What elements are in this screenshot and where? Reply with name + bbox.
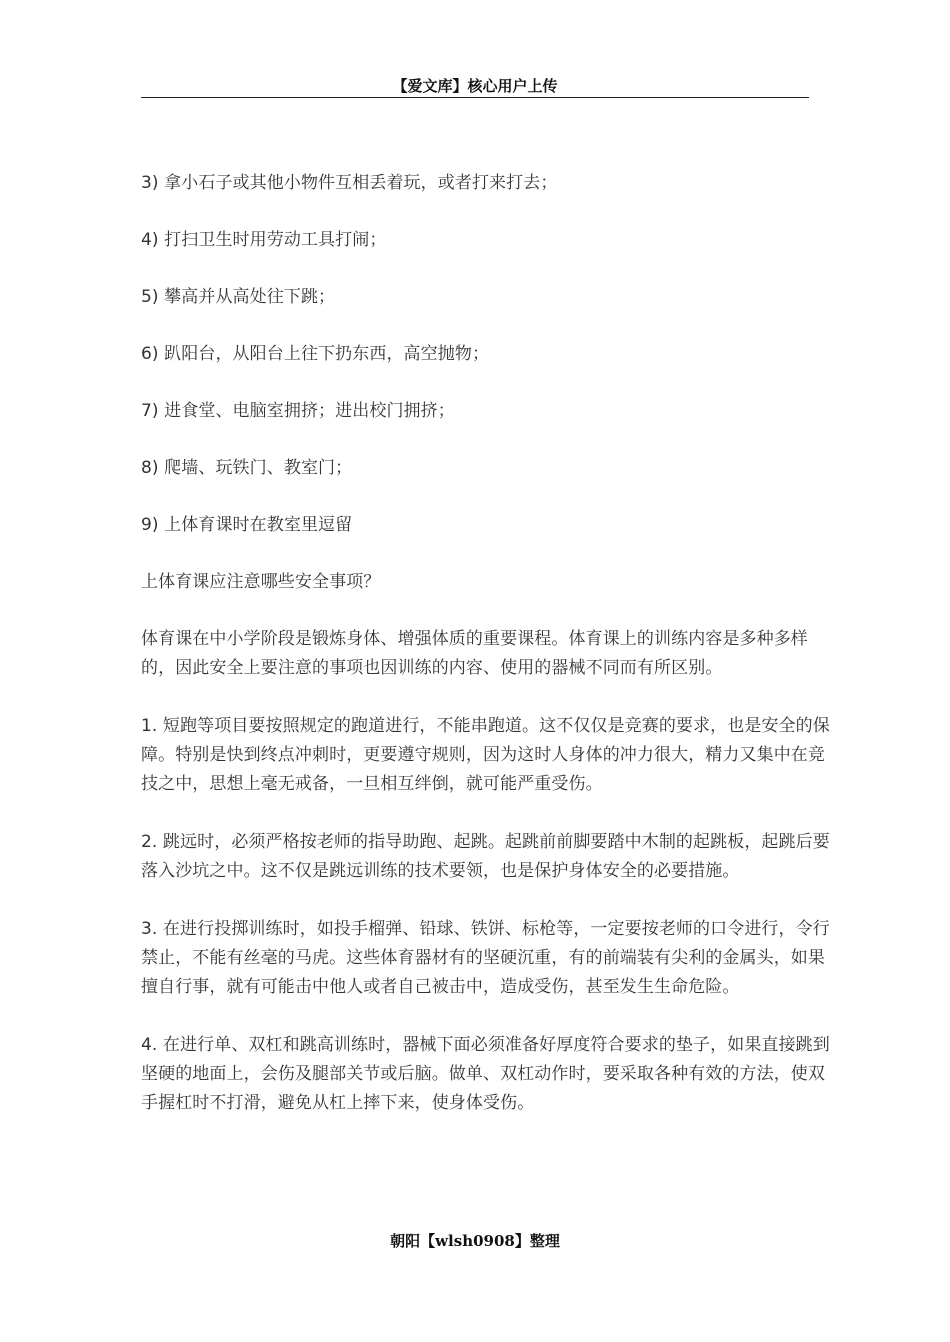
rule-4-paragraph: 4. 在进行单、双杠和跳高训练时，器械下面必须准备好厚度符合要求的垫子，如果直接跳到坚硬的地面上，会伤及腿部关节或后脑。做单、双杠动作时，要采取各种有效的方法，使双手握杠时不打滑，避免从杠上摔下来，使身体受伤。 bbox=[141, 1035, 830, 1113]
list-item-6: 6) 趴阳台，从阳台上往下扔东西，高空抛物； bbox=[141, 344, 490, 364]
list-item-8: 8) 爬墙、玩铁门、教室门； bbox=[141, 458, 353, 478]
list-item-3: 3) 拿小石子或其他小物件互相丢着玩，或者打来打去； bbox=[141, 173, 558, 193]
section-question: 上体育课应注意哪些安全事项？ bbox=[141, 572, 381, 592]
page-header: 【爱文库】核心用户上传 bbox=[141, 76, 809, 98]
list-item-7: 7) 进食堂、电脑室拥挤；进出校门拥挤； bbox=[141, 401, 455, 421]
rule-2-paragraph: 2. 跳远时，必须严格按老师的指导助跑、起跳。起跳前前脚要踏中木制的起跳板，起跳后要落入沙坑之中。这不仅是跳远训练的技术要领，也是保护身体安全的必要措施。 bbox=[141, 832, 830, 881]
list-item-9: 9) 上体育课时在教室里逗留 bbox=[141, 515, 353, 535]
list-item-4: 4) 打扫卫生时用劳动工具打闹； bbox=[141, 230, 387, 250]
rule-3-paragraph: 3. 在进行投掷训练时，如投手榴弹、铅球、铁饼、标枪等，一定要按老师的口令进行，令行禁止，不能有丝毫的马虎。这些体育器材有的坚硬沉重，有的前端装有尖利的金属头，如果擅自行事，就有可能击中他人或者自己被击中，造成受伤，甚至发生生命危险。 bbox=[141, 919, 830, 997]
list-item-5: 5) 攀高并从高处往下跳； bbox=[141, 287, 336, 307]
page-footer: 朝阳【wlsh0908】整理 bbox=[390, 1232, 560, 1250]
document-body bbox=[141, 169, 831, 1118]
rule-1-paragraph: 1. 短跑等项目要按照规定的跑道进行，不能串跑道。这不仅仅是竞赛的要求，也是安全的保障。特别是快到终点冲刺时，更要遵守规则，因为这时人身体的冲力很大，精力又集中在竞技之中，思想上毫无戒备，一旦相互绊倒，就可能严重受伤。 bbox=[141, 716, 830, 794]
intro-paragraph: 体育课在中小学阶段是锻炼身体、增强体质的重要课程。体育课上的训练内容是多种多样的，因此安全上要注意的事项也因训练的内容、使用的器械不同而有所区别。 bbox=[141, 629, 808, 678]
